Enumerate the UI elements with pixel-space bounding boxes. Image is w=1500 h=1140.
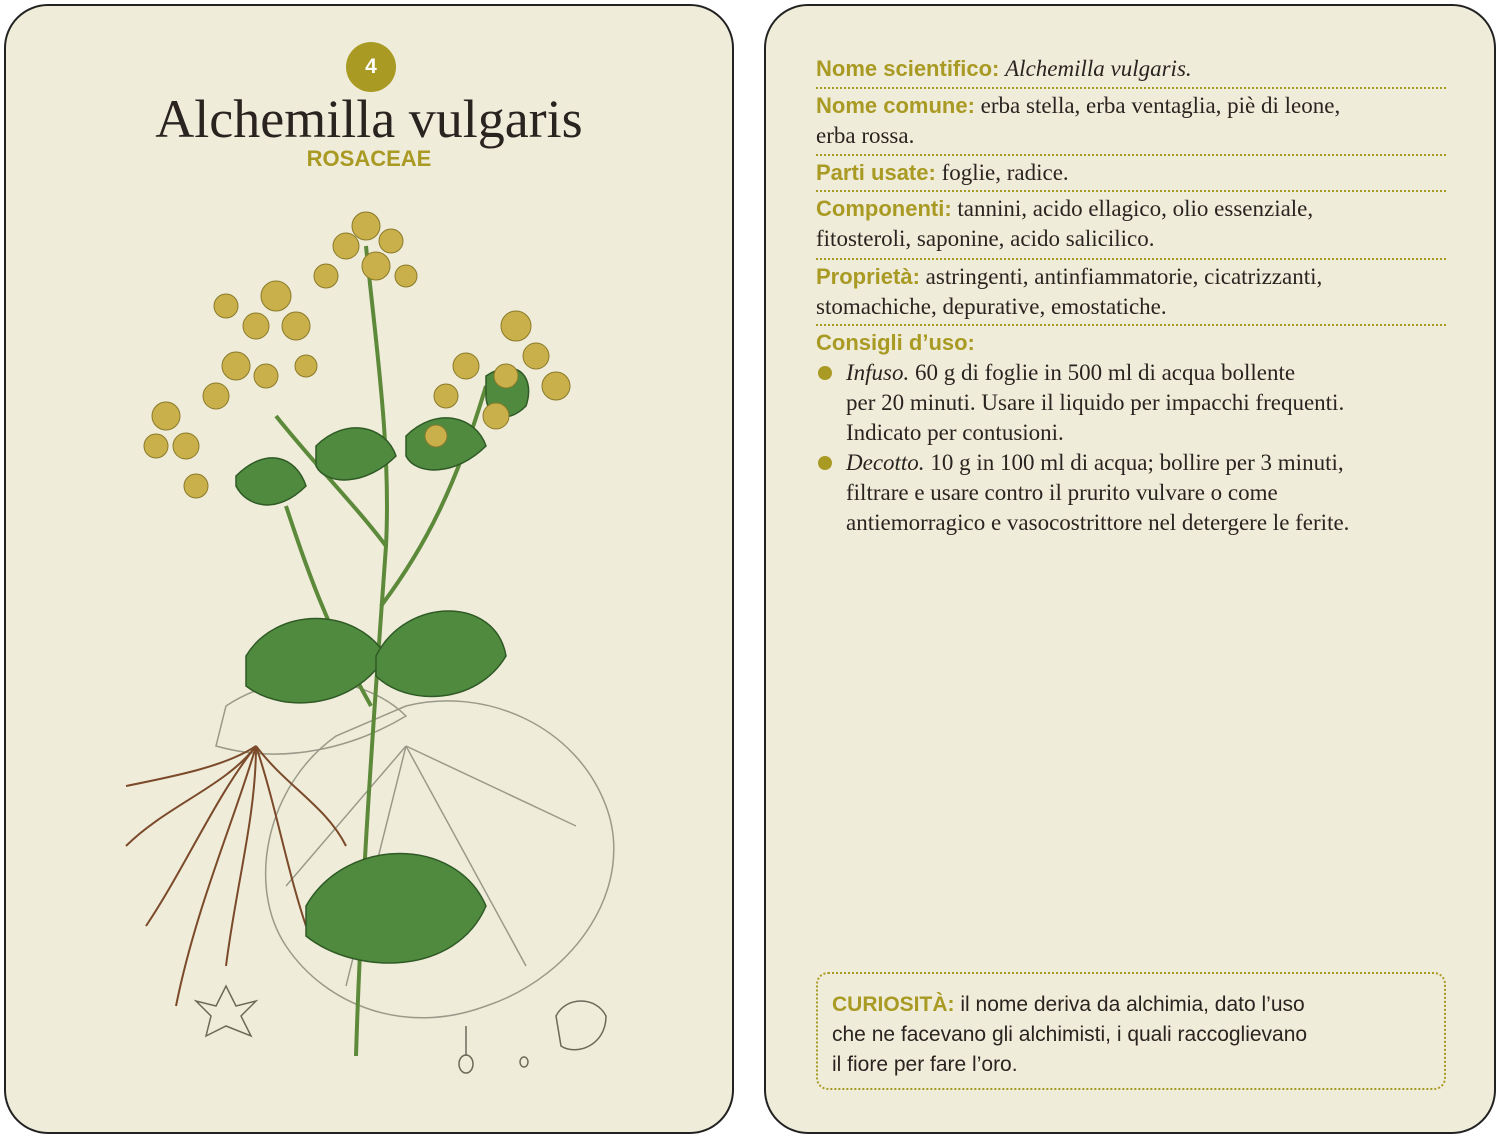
divider — [816, 258, 1446, 260]
properties-row — [816, 262, 1448, 322]
advice-item-line: per 20 minuti. Usare il liquido per impacchi frequenti. — [846, 390, 1345, 415]
scientific-name-row — [816, 54, 1448, 84]
curiosity-label: CURIOSITÀ: — [832, 993, 955, 1016]
parts-used-row — [816, 158, 1448, 188]
outline-leaf-large — [266, 701, 614, 1018]
divider — [816, 190, 1446, 192]
properties-value-2: stomachiche, depurative, emostatiche. — [816, 294, 1167, 319]
roots — [126, 746, 346, 1006]
components-row — [816, 194, 1448, 254]
common-name-value-2: erba rossa. — [816, 123, 915, 148]
components-value-2: fitosteroli, saponine, acido salicilico. — [816, 226, 1155, 251]
advice-item-line: 10 g in 100 ml di acqua; bollire per 3 minuti, — [930, 450, 1344, 475]
back-card — [764, 4, 1496, 1134]
plant-family: ROSACEAE — [306, 146, 432, 171]
common-name-value: erba stella, erba ventaglia, piè di leone, — [980, 93, 1341, 118]
bullet-icon — [818, 366, 832, 380]
advice-item-line: antiemorragico e vasocostrittore nel detergere le ferite. — [846, 510, 1350, 535]
common-name-label: Nome comune: — [816, 93, 975, 118]
green-leaves — [236, 368, 529, 963]
plant-illustration — [106, 186, 646, 1086]
advice-item-line: Indicato per contusioni. — [846, 420, 1064, 445]
advice-item-name: Decotto. — [846, 450, 925, 475]
components-label: Componenti: — [816, 196, 952, 221]
advice-item-name: Infuso. — [846, 360, 910, 385]
common-name-row — [816, 91, 1448, 151]
curiosity-text-3: il fiore per fare l’oro. — [832, 1053, 1018, 1076]
parts-used-label: Parti usate: — [816, 160, 936, 185]
advice-item-infuso — [846, 358, 1456, 448]
front-card — [4, 4, 734, 1134]
advice-label: Consigli d’uso: — [816, 330, 975, 355]
advice-item-line: filtrare e usare contro il prurito vulvare o come — [846, 480, 1278, 505]
botanical-details — [196, 986, 606, 1073]
bullet-icon — [818, 456, 832, 470]
parts-used-value: foglie, radice. — [941, 160, 1069, 185]
properties-value: astringenti, antinfiammatorie, cicatrizzanti, — [925, 264, 1323, 289]
advice-item-decotto — [846, 448, 1456, 538]
curiosity-box — [816, 972, 1446, 1090]
advice-item-line: 60 g di foglie in 500 ml di acqua bollente — [915, 360, 1296, 385]
curiosity-text-2: che ne facevano gli alchimisti, i quali raccoglievano — [832, 1023, 1308, 1046]
properties-label: Proprietà: — [816, 264, 920, 289]
divider — [816, 154, 1446, 156]
plant-title: Alchemilla vulgaris — [155, 89, 583, 149]
scientific-name-label: Nome scientifico: — [816, 56, 1000, 81]
components-value: tannini, acido ellagico, olio essenziale, — [957, 196, 1314, 221]
divider — [816, 324, 1446, 326]
scientific-name-value: Alchemilla vulgaris. — [1005, 56, 1192, 81]
curiosity-text: il nome deriva da alchimia, dato l’uso — [960, 993, 1305, 1016]
card-number-badge: 4 — [346, 42, 396, 92]
advice-row — [816, 328, 1448, 358]
divider — [816, 87, 1446, 89]
